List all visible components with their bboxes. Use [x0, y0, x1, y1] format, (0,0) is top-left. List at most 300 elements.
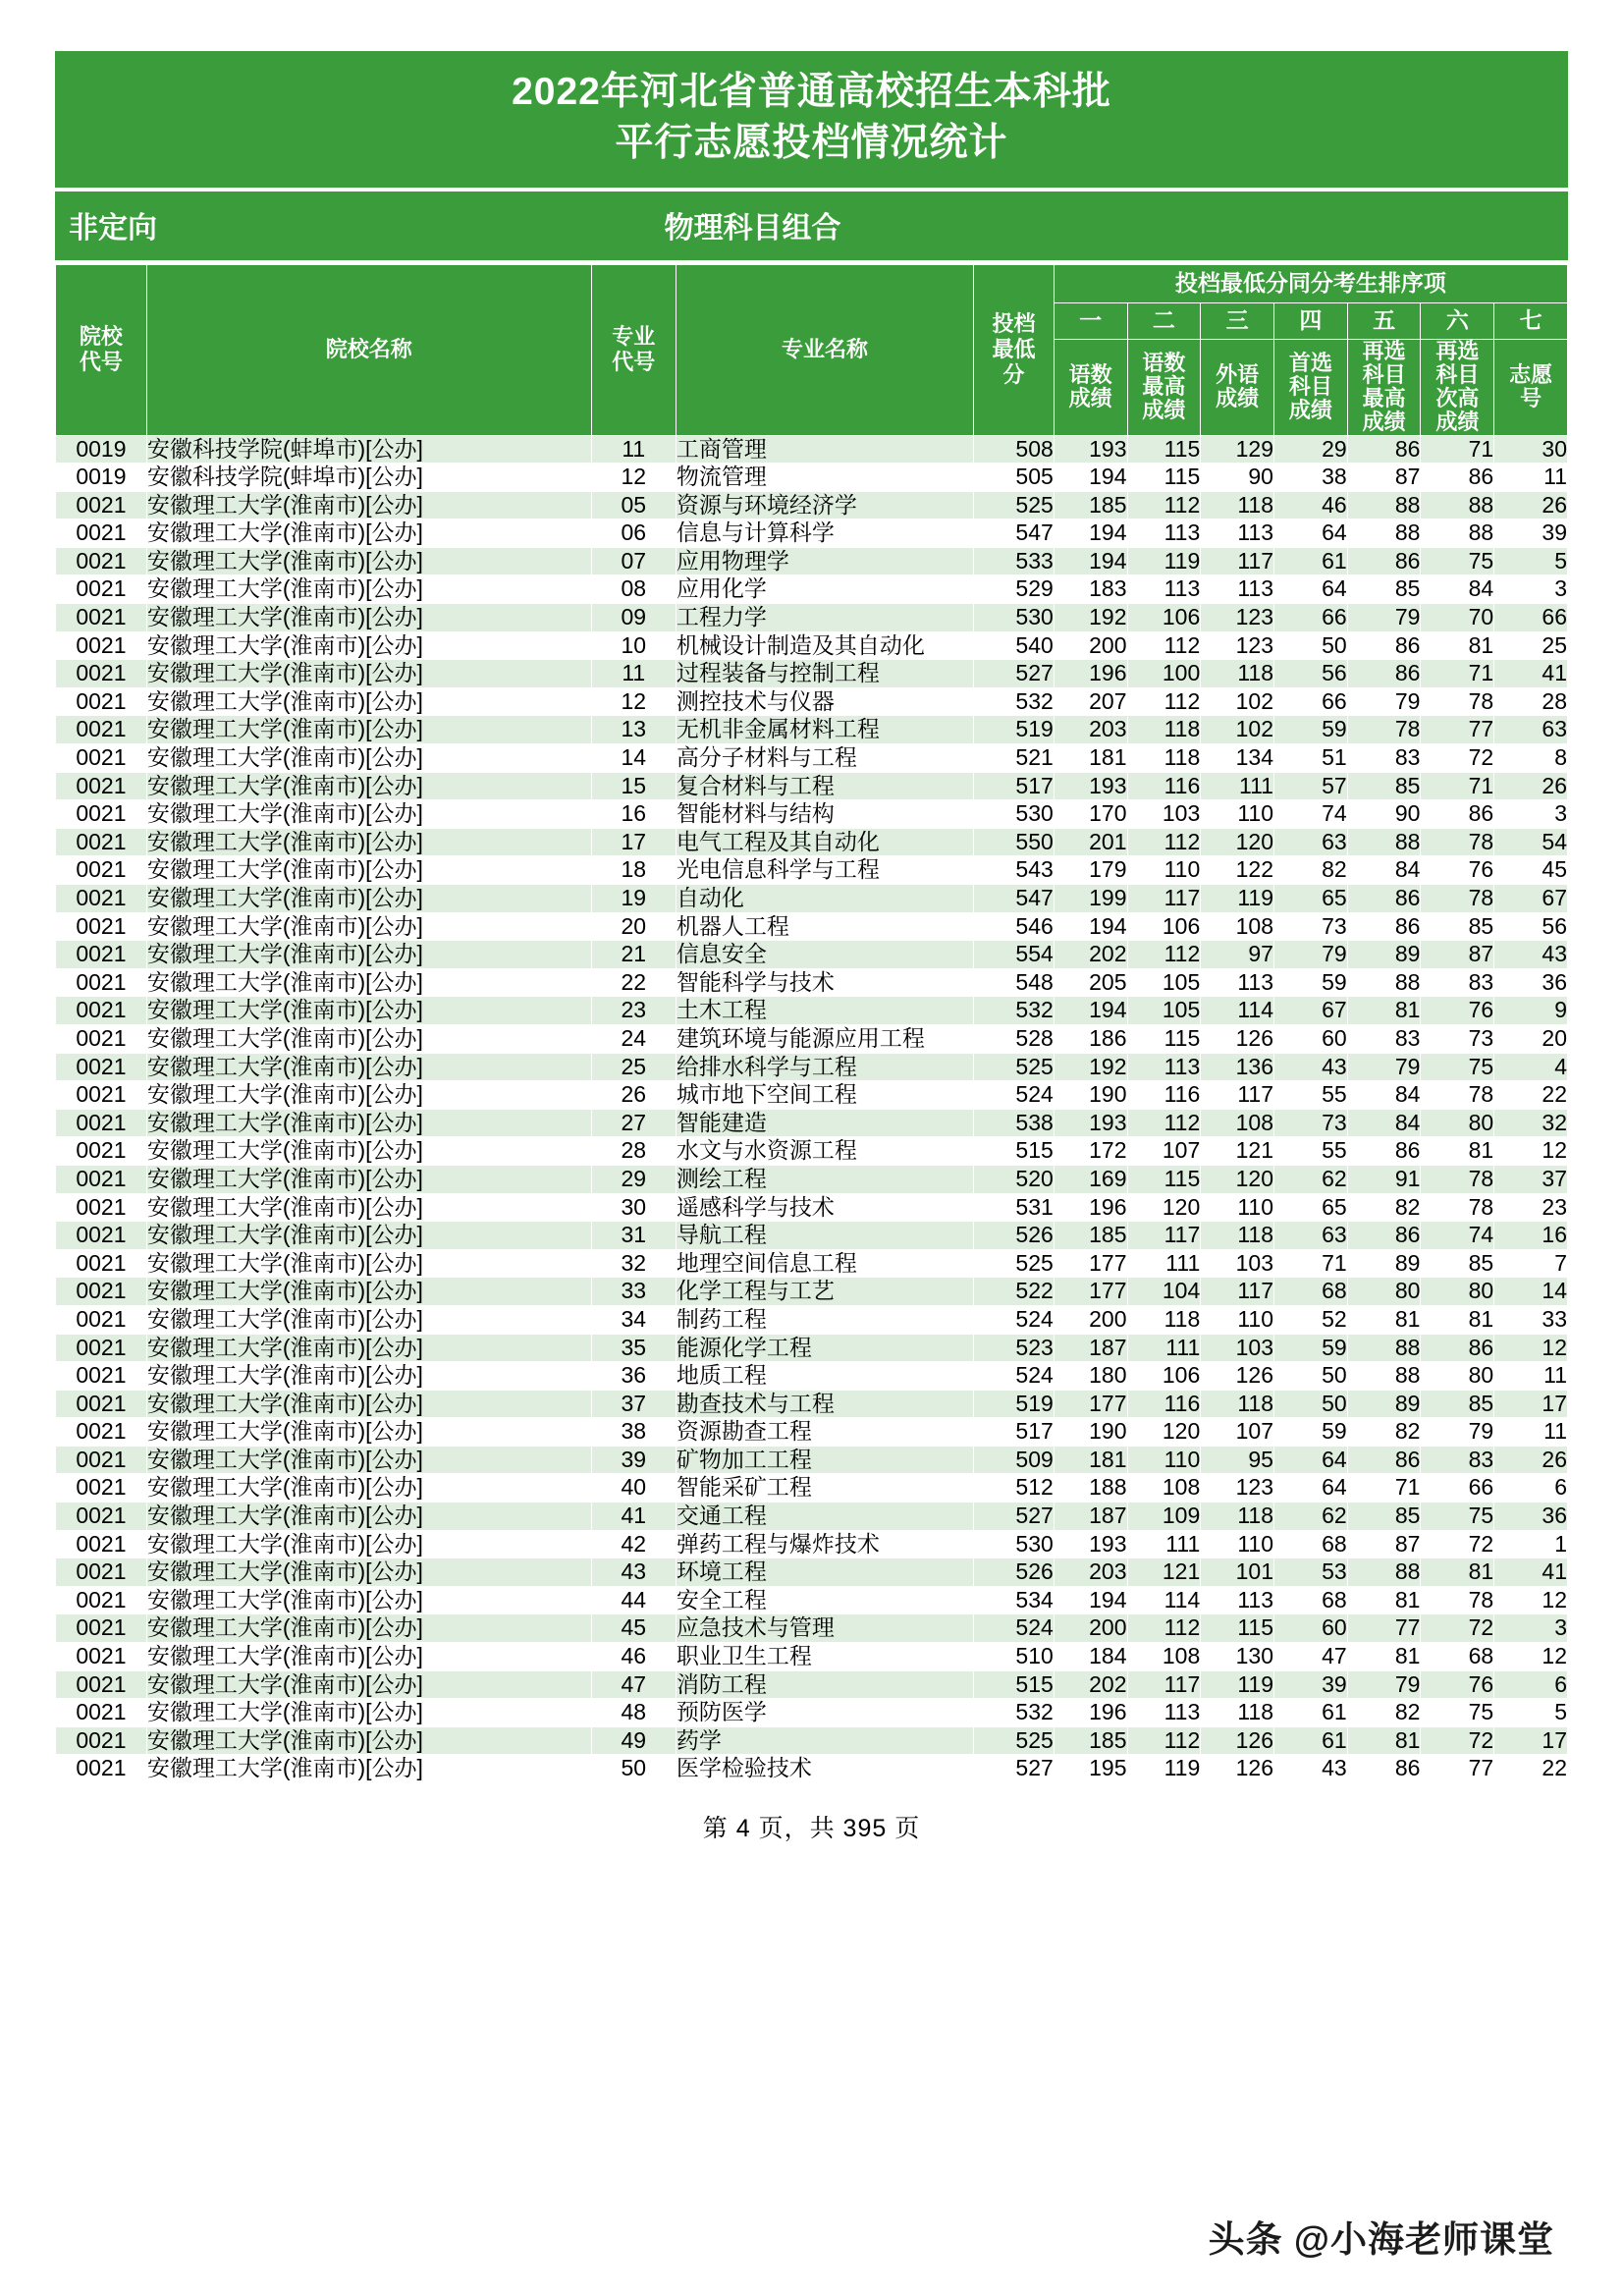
cell-school-code: 0021 [56, 968, 147, 997]
tiebreak-3-l1: 外语 [1216, 361, 1260, 387]
cell-school-name: 安徽理工大学(淮南市)[公办] [146, 1390, 591, 1418]
cell-school-name: 安徽理工大学(淮南市)[公办] [146, 1699, 591, 1727]
cell-major-name: 无机非金属材料工程 [676, 716, 973, 744]
cell-tiebreak-4: 52 [1273, 1305, 1347, 1334]
cell-tiebreak-7: 20 [1494, 1024, 1568, 1053]
cell-tiebreak-1: 170 [1054, 800, 1127, 829]
cell-tiebreak-5: 89 [1347, 1390, 1421, 1418]
cell-school-code: 0021 [56, 1053, 147, 1081]
cell-major-code: 11 [591, 435, 676, 464]
cell-school-name: 安徽理工大学(淮南市)[公办] [146, 1249, 591, 1278]
cell-tiebreak-4: 62 [1273, 1503, 1347, 1531]
cell-tiebreak-1: 193 [1054, 1109, 1127, 1137]
cell-major-name: 应用化学 [676, 575, 973, 604]
cell-tiebreak-2: 110 [1127, 856, 1201, 885]
cell-tiebreak-3: 126 [1201, 1726, 1274, 1755]
cell-min-score: 531 [974, 1193, 1055, 1222]
cell-tiebreak-5: 84 [1347, 1081, 1421, 1110]
cell-tiebreak-5: 79 [1347, 604, 1421, 632]
cell-tiebreak-1: 202 [1054, 941, 1127, 969]
cell-tiebreak-1: 194 [1054, 519, 1127, 548]
cell-major-name: 化学工程与工艺 [676, 1278, 973, 1306]
cell-tiebreak-5: 85 [1347, 1503, 1421, 1531]
cell-tiebreak-5: 78 [1347, 716, 1421, 744]
cell-tiebreak-3: 118 [1201, 1699, 1274, 1727]
cell-tiebreak-3: 103 [1201, 1249, 1274, 1278]
cell-tiebreak-5: 80 [1347, 1278, 1421, 1306]
cell-tiebreak-2: 111 [1127, 1530, 1201, 1558]
cell-tiebreak-7: 63 [1494, 716, 1568, 744]
table-row [56, 1558, 1568, 1587]
table-row [56, 1670, 1568, 1699]
cell-tiebreak-3: 113 [1201, 968, 1274, 997]
cell-major-name: 勘查技术与工程 [676, 1390, 973, 1418]
table-row [56, 660, 1568, 688]
tiebreak-1-l2: 成绩 [1068, 386, 1112, 411]
cell-tiebreak-3: 121 [1201, 1137, 1274, 1166]
cell-tiebreak-4: 63 [1273, 1222, 1347, 1250]
cell-major-code: 14 [591, 744, 676, 773]
cell-tiebreak-5: 84 [1347, 1109, 1421, 1137]
cell-tiebreak-1: 181 [1054, 1446, 1127, 1474]
cell-tiebreak-4: 68 [1273, 1586, 1347, 1614]
tiebreak-5-l2: 科目 [1362, 361, 1406, 387]
cell-school-code: 0021 [56, 1362, 147, 1391]
cell-school-code: 0021 [56, 1670, 147, 1699]
cell-tiebreak-7: 12 [1494, 1137, 1568, 1166]
cell-major-name: 地理空间信息工程 [676, 1249, 973, 1278]
cell-tiebreak-2: 117 [1127, 1222, 1201, 1250]
table-row [56, 856, 1568, 885]
cell-major-code: 10 [591, 631, 676, 660]
cell-tiebreak-1: 200 [1054, 631, 1127, 660]
cell-school-code: 0021 [56, 1305, 147, 1334]
cell-major-code: 17 [591, 828, 676, 856]
ordinal-4: 四 [1273, 302, 1347, 339]
cell-major-code: 25 [591, 1053, 676, 1081]
cell-tiebreak-4: 46 [1273, 491, 1347, 519]
cell-tiebreak-2: 121 [1127, 1558, 1201, 1587]
report-subheader-banner [55, 191, 1568, 264]
table-row [56, 1446, 1568, 1474]
tiebreak-6-l2: 科目 [1435, 361, 1480, 387]
cell-tiebreak-4: 59 [1273, 1418, 1347, 1447]
cell-major-name: 药学 [676, 1726, 973, 1755]
cell-major-name: 矿物加工工程 [676, 1446, 973, 1474]
cell-tiebreak-7: 41 [1494, 660, 1568, 688]
page-footer: 第 4 页，共 395 页 [702, 1815, 921, 1842]
cell-min-score: 528 [974, 1024, 1055, 1053]
cell-tiebreak-4: 53 [1273, 1558, 1347, 1587]
cell-tiebreak-3: 134 [1201, 744, 1274, 773]
cell-tiebreak-4: 68 [1273, 1530, 1347, 1558]
cell-tiebreak-3: 119 [1201, 1670, 1274, 1699]
cell-school-code: 0021 [56, 1278, 147, 1306]
tiebreak-2-l2: 最高 [1142, 374, 1186, 400]
table-row [56, 968, 1568, 997]
cell-major-name: 自动化 [676, 885, 973, 913]
cell-tiebreak-7: 3 [1494, 575, 1568, 604]
ordinal-1: 一 [1054, 302, 1127, 339]
cell-major-name: 机械设计制造及其自动化 [676, 631, 973, 660]
cell-min-score: 530 [974, 1530, 1055, 1558]
cell-min-score: 527 [974, 1503, 1055, 1531]
cell-school-name: 安徽理工大学(淮南市)[公办] [146, 1305, 591, 1334]
cell-major-name: 智能采矿工程 [676, 1474, 973, 1503]
cell-tiebreak-5: 81 [1347, 1586, 1421, 1614]
cell-school-code: 0021 [56, 1558, 147, 1587]
cell-tiebreak-7: 9 [1494, 997, 1568, 1025]
tiebreak-4-l3: 成绩 [1288, 398, 1332, 423]
cell-school-name: 安徽理工大学(淮南市)[公办] [146, 716, 591, 744]
table-row [56, 1726, 1568, 1755]
cell-tiebreak-1: 192 [1054, 1053, 1127, 1081]
cell-school-code: 0021 [56, 1726, 147, 1755]
col-header-tiebreak-2 [1127, 339, 1201, 435]
cell-tiebreak-6: 71 [1421, 660, 1494, 688]
cell-tiebreak-1: 203 [1054, 716, 1127, 744]
cell-major-name: 弹药工程与爆炸技术 [676, 1530, 973, 1558]
cell-school-name: 安徽理工大学(淮南市)[公办] [146, 1278, 591, 1306]
tiebreak-2-l1: 语数 [1142, 350, 1186, 375]
cell-tiebreak-5: 87 [1347, 1530, 1421, 1558]
cell-tiebreak-4: 82 [1273, 856, 1347, 885]
col-header-major-name: 专业名称 [676, 264, 973, 435]
cell-tiebreak-7: 39 [1494, 519, 1568, 548]
cell-tiebreak-2: 119 [1127, 547, 1201, 575]
cell-major-name: 城市地下空间工程 [676, 1081, 973, 1110]
cell-tiebreak-7: 1 [1494, 1530, 1568, 1558]
cell-min-score: 526 [974, 1222, 1055, 1250]
cell-school-name: 安徽理工大学(淮南市)[公办] [146, 744, 591, 773]
cell-major-code: 26 [591, 1081, 676, 1110]
cell-min-score: 548 [974, 968, 1055, 997]
cell-tiebreak-5: 79 [1347, 1670, 1421, 1699]
cell-tiebreak-1: 205 [1054, 968, 1127, 997]
cell-major-code: 44 [591, 1586, 676, 1614]
cell-tiebreak-2: 113 [1127, 575, 1201, 604]
cell-tiebreak-3: 103 [1201, 1334, 1274, 1362]
cell-tiebreak-6: 77 [1421, 1755, 1494, 1783]
cell-school-name: 安徽理工大学(淮南市)[公办] [146, 687, 591, 716]
cell-tiebreak-7: 66 [1494, 604, 1568, 632]
cell-school-name: 安徽科技学院(蚌埠市)[公办] [146, 435, 591, 464]
cell-min-score: 543 [974, 856, 1055, 885]
cell-tiebreak-3: 123 [1201, 604, 1274, 632]
cell-tiebreak-4: 63 [1273, 828, 1347, 856]
cell-tiebreak-7: 3 [1494, 800, 1568, 829]
cell-school-name: 安徽理工大学(淮南市)[公办] [146, 491, 591, 519]
cell-tiebreak-2: 110 [1127, 1446, 1201, 1474]
table-row [56, 1362, 1568, 1391]
cell-tiebreak-7: 41 [1494, 1558, 1568, 1587]
cell-tiebreak-6: 66 [1421, 1474, 1494, 1503]
cell-min-score: 517 [974, 772, 1055, 800]
cell-tiebreak-2: 106 [1127, 1362, 1201, 1391]
cell-min-score: 525 [974, 1053, 1055, 1081]
cell-tiebreak-1: 202 [1054, 1670, 1127, 1699]
cell-tiebreak-6: 79 [1421, 1418, 1494, 1447]
cell-tiebreak-2: 113 [1127, 1053, 1201, 1081]
cell-school-name: 安徽理工大学(淮南市)[公办] [146, 828, 591, 856]
cell-tiebreak-1: 180 [1054, 1362, 1127, 1391]
cell-tiebreak-5: 85 [1347, 772, 1421, 800]
cell-tiebreak-5: 83 [1347, 744, 1421, 773]
cell-school-name: 安徽理工大学(淮南市)[公办] [146, 1193, 591, 1222]
cell-tiebreak-2: 112 [1127, 941, 1201, 969]
cell-min-score: 522 [974, 1278, 1055, 1306]
cell-major-code: 08 [591, 575, 676, 604]
cell-tiebreak-6: 81 [1421, 1137, 1494, 1166]
col-header-major-code [591, 264, 676, 435]
cell-tiebreak-5: 88 [1347, 1558, 1421, 1587]
cell-min-score: 529 [974, 575, 1055, 604]
cell-min-score: 508 [974, 435, 1055, 464]
cell-tiebreak-1: 201 [1054, 828, 1127, 856]
table-row [56, 1249, 1568, 1278]
cell-tiebreak-3: 118 [1201, 1390, 1274, 1418]
tiebreak-1-l1: 语数 [1068, 361, 1112, 387]
cell-school-name: 安徽理工大学(淮南市)[公办] [146, 1643, 591, 1671]
cell-major-name: 物流管理 [676, 464, 973, 492]
cell-major-code: 47 [591, 1670, 676, 1699]
cell-major-name: 职业卫生工程 [676, 1643, 973, 1671]
cell-min-score: 525 [974, 1726, 1055, 1755]
cell-major-code: 37 [591, 1390, 676, 1418]
cell-major-name: 资源勘查工程 [676, 1418, 973, 1447]
cell-tiebreak-1: 186 [1054, 1024, 1127, 1053]
cell-school-name: 安徽理工大学(淮南市)[公办] [146, 1081, 591, 1110]
table-row [56, 1614, 1568, 1643]
cell-school-code: 0021 [56, 1024, 147, 1053]
cell-school-name: 安徽理工大学(淮南市)[公办] [146, 1614, 591, 1643]
tiebreak-2-l3: 成绩 [1142, 398, 1186, 423]
cell-tiebreak-7: 12 [1494, 1334, 1568, 1362]
cell-tiebreak-6: 80 [1421, 1278, 1494, 1306]
cell-tiebreak-4: 29 [1273, 435, 1347, 464]
cell-tiebreak-3: 122 [1201, 856, 1274, 885]
major-code-line-2: 代号 [612, 350, 656, 374]
cell-major-code: 30 [591, 1193, 676, 1222]
cell-major-code: 07 [591, 547, 676, 575]
cell-tiebreak-4: 68 [1273, 1278, 1347, 1306]
col-header-school-name: 院校名称 [146, 264, 591, 435]
cell-major-code: 15 [591, 772, 676, 800]
table-row [56, 464, 1568, 492]
cell-major-name: 信息安全 [676, 941, 973, 969]
cell-tiebreak-1: 193 [1054, 772, 1127, 800]
cell-major-name: 建筑环境与能源应用工程 [676, 1024, 973, 1053]
cell-major-code: 05 [591, 491, 676, 519]
cell-school-name: 安徽理工大学(淮南市)[公办] [146, 912, 591, 941]
cell-tiebreak-2: 104 [1127, 1278, 1201, 1306]
cell-tiebreak-2: 118 [1127, 1305, 1201, 1334]
cell-tiebreak-1: 194 [1054, 997, 1127, 1025]
cell-school-name: 安徽理工大学(淮南市)[公办] [146, 885, 591, 913]
cell-major-name: 工程力学 [676, 604, 973, 632]
cell-tiebreak-1: 196 [1054, 660, 1127, 688]
cell-tiebreak-6: 86 [1421, 464, 1494, 492]
cell-min-score: 515 [974, 1670, 1055, 1699]
cell-school-code: 0021 [56, 631, 147, 660]
cell-major-code: 49 [591, 1726, 676, 1755]
cell-tiebreak-1: 184 [1054, 1643, 1127, 1671]
table-row [56, 885, 1568, 913]
table-row [56, 1053, 1568, 1081]
cell-tiebreak-4: 59 [1273, 968, 1347, 997]
cell-tiebreak-7: 43 [1494, 941, 1568, 969]
table-row [56, 491, 1568, 519]
cell-tiebreak-4: 64 [1273, 1446, 1347, 1474]
cell-tiebreak-3: 111 [1201, 772, 1274, 800]
col-header-school-code [56, 264, 147, 435]
min-score-line-1: 投档 [992, 311, 1036, 337]
table-row [56, 547, 1568, 575]
cell-tiebreak-7: 12 [1494, 1643, 1568, 1671]
cell-tiebreak-2: 113 [1127, 1699, 1201, 1727]
cell-school-code: 0021 [56, 1193, 147, 1222]
cell-tiebreak-6: 75 [1421, 1699, 1494, 1727]
cell-tiebreak-1: 190 [1054, 1418, 1127, 1447]
cell-major-name: 资源与环境经济学 [676, 491, 973, 519]
cell-tiebreak-4: 50 [1273, 631, 1347, 660]
cell-school-name: 安徽理工大学(淮南市)[公办] [146, 1530, 591, 1558]
cell-tiebreak-4: 59 [1273, 1334, 1347, 1362]
cell-tiebreak-5: 81 [1347, 1726, 1421, 1755]
cell-tiebreak-6: 87 [1421, 941, 1494, 969]
cell-school-name: 安徽理工大学(淮南市)[公办] [146, 1446, 591, 1474]
cell-tiebreak-3: 113 [1201, 575, 1274, 604]
cell-tiebreak-2: 111 [1127, 1334, 1201, 1362]
cell-tiebreak-3: 118 [1201, 660, 1274, 688]
cell-tiebreak-4: 59 [1273, 716, 1347, 744]
cell-tiebreak-4: 60 [1273, 1024, 1347, 1053]
tiebreak-5-l4: 成绩 [1362, 410, 1406, 435]
cell-tiebreak-7: 36 [1494, 968, 1568, 997]
cell-tiebreak-1: 169 [1054, 1165, 1127, 1193]
cell-tiebreak-6: 88 [1421, 491, 1494, 519]
cell-min-score: 510 [974, 1643, 1055, 1671]
cell-tiebreak-3: 110 [1201, 1193, 1274, 1222]
cell-school-name: 安徽理工大学(淮南市)[公办] [146, 547, 591, 575]
cell-tiebreak-5: 71 [1347, 1474, 1421, 1503]
cell-tiebreak-4: 73 [1273, 1109, 1347, 1137]
cell-major-name: 水文与水资源工程 [676, 1137, 973, 1166]
min-score-line-2: 最低 [992, 337, 1036, 362]
cell-tiebreak-2: 115 [1127, 1024, 1201, 1053]
cell-school-code: 0021 [56, 716, 147, 744]
cell-major-code: 09 [591, 604, 676, 632]
cell-tiebreak-7: 5 [1494, 547, 1568, 575]
subject-group-label: 物理科目组合 [664, 211, 841, 245]
cell-school-name: 安徽理工大学(淮南市)[公办] [146, 997, 591, 1025]
cell-tiebreak-7: 32 [1494, 1109, 1568, 1137]
cell-tiebreak-2: 108 [1127, 1474, 1201, 1503]
cell-school-code: 0021 [56, 1614, 147, 1643]
cell-tiebreak-5: 86 [1347, 1755, 1421, 1783]
ordinal-7: 七 [1494, 302, 1568, 339]
table-row [56, 687, 1568, 716]
cell-tiebreak-3: 126 [1201, 1362, 1274, 1391]
cell-tiebreak-2: 112 [1127, 828, 1201, 856]
table-row [56, 631, 1568, 660]
cell-min-score: 524 [974, 1614, 1055, 1643]
cell-tiebreak-3: 101 [1201, 1558, 1274, 1587]
cell-tiebreak-6: 76 [1421, 997, 1494, 1025]
table-row [56, 912, 1568, 941]
cell-tiebreak-7: 36 [1494, 1503, 1568, 1531]
cell-tiebreak-4: 65 [1273, 1193, 1347, 1222]
cell-school-code: 0019 [56, 464, 147, 492]
table-row [56, 1305, 1568, 1334]
cell-major-name: 导航工程 [676, 1222, 973, 1250]
cell-school-name: 安徽理工大学(淮南市)[公办] [146, 968, 591, 997]
cell-tiebreak-2: 112 [1127, 687, 1201, 716]
cell-major-code: 27 [591, 1109, 676, 1137]
cell-tiebreak-3: 119 [1201, 885, 1274, 913]
cell-tiebreak-1: 181 [1054, 744, 1127, 773]
table-row [56, 1643, 1568, 1671]
cell-tiebreak-7: 33 [1494, 1305, 1568, 1334]
table-row [56, 828, 1568, 856]
cell-major-name: 工商管理 [676, 435, 973, 464]
table-row [56, 1024, 1568, 1053]
cell-tiebreak-7: 23 [1494, 1193, 1568, 1222]
cell-tiebreak-5: 86 [1347, 1137, 1421, 1166]
cell-major-name: 光电信息科学与工程 [676, 856, 973, 885]
cell-tiebreak-5: 82 [1347, 1193, 1421, 1222]
cell-tiebreak-4: 65 [1273, 885, 1347, 913]
cell-tiebreak-6: 74 [1421, 1222, 1494, 1250]
cell-school-code: 0021 [56, 519, 147, 548]
cell-tiebreak-4: 60 [1273, 1614, 1347, 1643]
cell-tiebreak-5: 88 [1347, 1334, 1421, 1362]
cell-tiebreak-1: 177 [1054, 1390, 1127, 1418]
cell-min-score: 525 [974, 1249, 1055, 1278]
cell-tiebreak-6: 73 [1421, 1024, 1494, 1053]
table-row [56, 744, 1568, 773]
cell-tiebreak-1: 194 [1054, 547, 1127, 575]
cell-tiebreak-6: 76 [1421, 856, 1494, 885]
cell-tiebreak-6: 81 [1421, 1305, 1494, 1334]
cell-tiebreak-1: 193 [1054, 435, 1127, 464]
cell-school-name: 安徽理工大学(淮南市)[公办] [146, 1334, 591, 1362]
cell-tiebreak-3: 102 [1201, 687, 1274, 716]
cell-tiebreak-6: 78 [1421, 885, 1494, 913]
cell-tiebreak-6: 85 [1421, 912, 1494, 941]
cell-tiebreak-6: 72 [1421, 1726, 1494, 1755]
major-code-line-1: 专业 [612, 324, 656, 350]
cell-major-name: 给排水科学与工程 [676, 1053, 973, 1081]
col-header-min-score [974, 264, 1055, 435]
tiebreak-7-l2: 号 [1520, 386, 1542, 411]
cell-tiebreak-6: 86 [1421, 1334, 1494, 1362]
cell-school-code: 0021 [56, 856, 147, 885]
cell-major-name: 交通工程 [676, 1503, 973, 1531]
cell-min-score: 532 [974, 997, 1055, 1025]
cell-tiebreak-7: 6 [1494, 1670, 1568, 1699]
cell-tiebreak-2: 120 [1127, 1418, 1201, 1447]
cell-tiebreak-5: 85 [1347, 575, 1421, 604]
cell-major-name: 土木工程 [676, 997, 973, 1025]
cell-tiebreak-5: 87 [1347, 464, 1421, 492]
cell-min-score: 527 [974, 660, 1055, 688]
table-row [56, 435, 1568, 464]
cell-tiebreak-3: 102 [1201, 716, 1274, 744]
cell-school-code: 0019 [56, 435, 147, 464]
cell-tiebreak-1: 192 [1054, 604, 1127, 632]
cell-tiebreak-5: 88 [1347, 519, 1421, 548]
